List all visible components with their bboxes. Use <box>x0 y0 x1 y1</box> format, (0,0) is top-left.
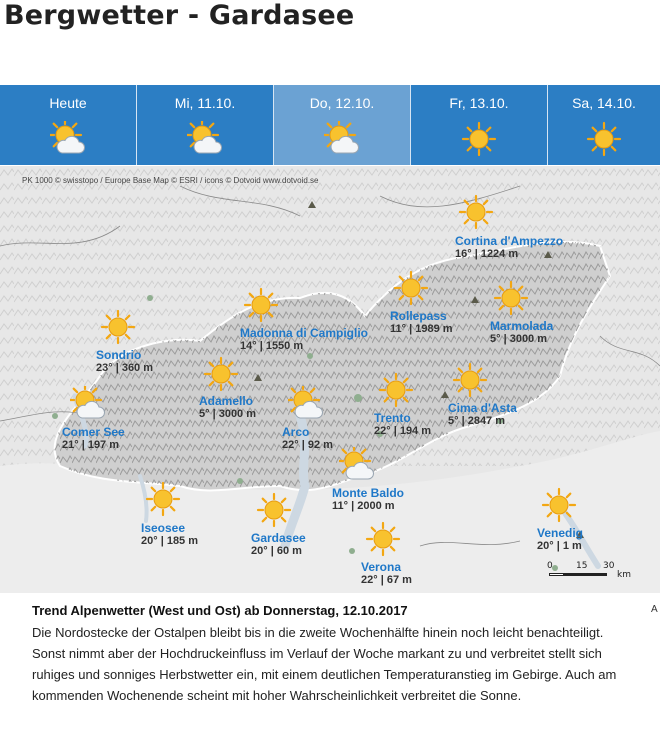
location-marmolada[interactable] <box>490 319 553 345</box>
day-label: Sa, 14.10. <box>572 95 636 111</box>
location-venedig[interactable] <box>537 526 583 552</box>
location-name[interactable]: Sondrio <box>96 348 142 362</box>
sun-cloud-icon <box>187 121 223 157</box>
location-info: 23° | 360 m <box>96 362 154 374</box>
map-scale <box>545 561 635 585</box>
location-name[interactable]: Madonna di Campiglio <box>240 326 368 340</box>
location-name[interactable]: Adamello <box>199 394 254 408</box>
sun-icon <box>100 309 136 345</box>
scale-unit: km <box>617 570 631 580</box>
location-info: 20° | 1 m <box>537 540 582 552</box>
location-name[interactable]: Cima d'Asta <box>448 401 517 415</box>
location-adamello[interactable] <box>199 394 256 420</box>
location-verona[interactable] <box>361 560 412 586</box>
trend-section <box>32 603 632 706</box>
weather-map <box>0 166 660 593</box>
location-info: 21° | 197 m <box>62 439 120 451</box>
day-label: Heute <box>49 95 87 111</box>
location-name[interactable]: Verona <box>361 560 402 574</box>
day-label: Do, 12.10. <box>309 95 375 111</box>
sun-icon <box>145 481 181 517</box>
location-trento[interactable] <box>374 411 431 437</box>
location-rollepass[interactable] <box>390 309 453 335</box>
scale-label-30: 30 <box>603 561 615 571</box>
location-comer-see[interactable] <box>62 425 125 451</box>
location-name[interactable]: Monte Baldo <box>332 486 404 500</box>
sun-icon <box>393 270 429 306</box>
location-info: 22° | 92 m <box>282 439 333 451</box>
tab-wed[interactable] <box>137 85 274 165</box>
location-sondrio[interactable] <box>96 348 153 374</box>
sun-icon <box>365 521 401 557</box>
location-name[interactable]: Marmolada <box>490 319 554 333</box>
sun-cloud-icon <box>70 386 106 422</box>
sun-cloud-icon <box>339 447 375 483</box>
location-name[interactable]: Arco <box>282 425 310 439</box>
map-copyright: PK 1000 © swisstopo / Europe Base Map © ESRI / icons © Dotvoid www.dotvoid.se <box>22 176 319 185</box>
sun-cloud-icon <box>288 386 324 422</box>
location-info: 14° | 1550 m <box>240 340 304 352</box>
location-info: 16° | 1224 m <box>455 248 519 260</box>
location-name[interactable]: Iseosee <box>141 521 186 535</box>
sun-icon <box>378 372 414 408</box>
location-info: 20° | 185 m <box>141 535 199 547</box>
sun-icon <box>586 121 622 157</box>
location-madonna-di-campiglio[interactable] <box>240 326 368 352</box>
location-info: 22° | 194 m <box>374 425 432 437</box>
tab-fri[interactable] <box>411 85 548 165</box>
trend-title: Trend Alpenwetter (West und Ost) ab Donnerstag, 12.10.2017 <box>32 603 408 618</box>
location-iseosee[interactable] <box>141 521 198 547</box>
sun-icon <box>203 356 239 392</box>
tab-sat[interactable] <box>548 85 660 165</box>
sun-icon <box>541 487 577 523</box>
scale-label-15: 15 <box>576 561 588 571</box>
day-label: Fr, 13.10. <box>449 95 509 111</box>
location-cortina[interactable] <box>455 234 563 260</box>
sun-icon <box>256 492 292 528</box>
location-info: 20° | 60 m <box>251 545 302 557</box>
location-name[interactable]: Venedig <box>537 526 584 540</box>
sun-cloud-icon <box>50 121 86 157</box>
location-cima-dasta[interactable] <box>448 401 517 427</box>
scale-label-0: 0 <box>547 561 553 571</box>
location-name[interactable]: Trento <box>374 411 411 425</box>
location-name[interactable]: Cortina d'Ampezzo <box>455 234 564 248</box>
trend-text: Die Nordostecke der Ostalpen bleibt bis in die zweite Wochenhälfte hinein noch leicht benachteiligt. Sonst nimmt aber der Hochdruckeinfluss im Verlauf der Woche markant zu und verbreitet stellt sich ruhiges und sonniges Herbstwetter ein, mit einem deutlichen Temperaturanstieg im Gebirge. Auch am kommenden Wochenende scheint mit hoher Wahrscheinlichkeit verbreitet die Sonne. <box>32 625 617 703</box>
location-info: 5° | 3000 m <box>199 408 257 420</box>
scale-bar-segment <box>549 573 564 576</box>
location-info: 22° | 67 m <box>361 574 412 586</box>
location-info: 11° | 2000 m <box>332 500 395 512</box>
page-title: Bergwetter - Gardasee <box>4 0 355 31</box>
day-tabs <box>0 85 660 165</box>
location-info: 11° | 1989 m <box>390 323 453 335</box>
tab-thu[interactable] <box>274 85 411 165</box>
location-monte-baldo[interactable] <box>332 486 404 512</box>
sun-icon <box>243 287 279 323</box>
location-info: 5° | 2847 m <box>448 415 506 427</box>
tab-today[interactable] <box>0 85 137 165</box>
sun-icon <box>458 194 494 230</box>
sun-icon <box>452 362 488 398</box>
location-name[interactable]: Gardasee <box>251 531 306 545</box>
day-label: Mi, 11.10. <box>174 95 236 111</box>
location-name[interactable]: Rollepass <box>390 309 447 323</box>
sun-cloud-icon <box>324 121 360 157</box>
location-gardasee[interactable] <box>251 531 306 557</box>
sun-icon <box>461 121 497 157</box>
location-name[interactable]: Comer See <box>62 425 125 439</box>
side-letter: A <box>651 604 658 615</box>
location-info: 5° | 3000 m <box>490 333 548 345</box>
sun-icon <box>493 280 529 316</box>
location-arco[interactable] <box>282 425 333 451</box>
